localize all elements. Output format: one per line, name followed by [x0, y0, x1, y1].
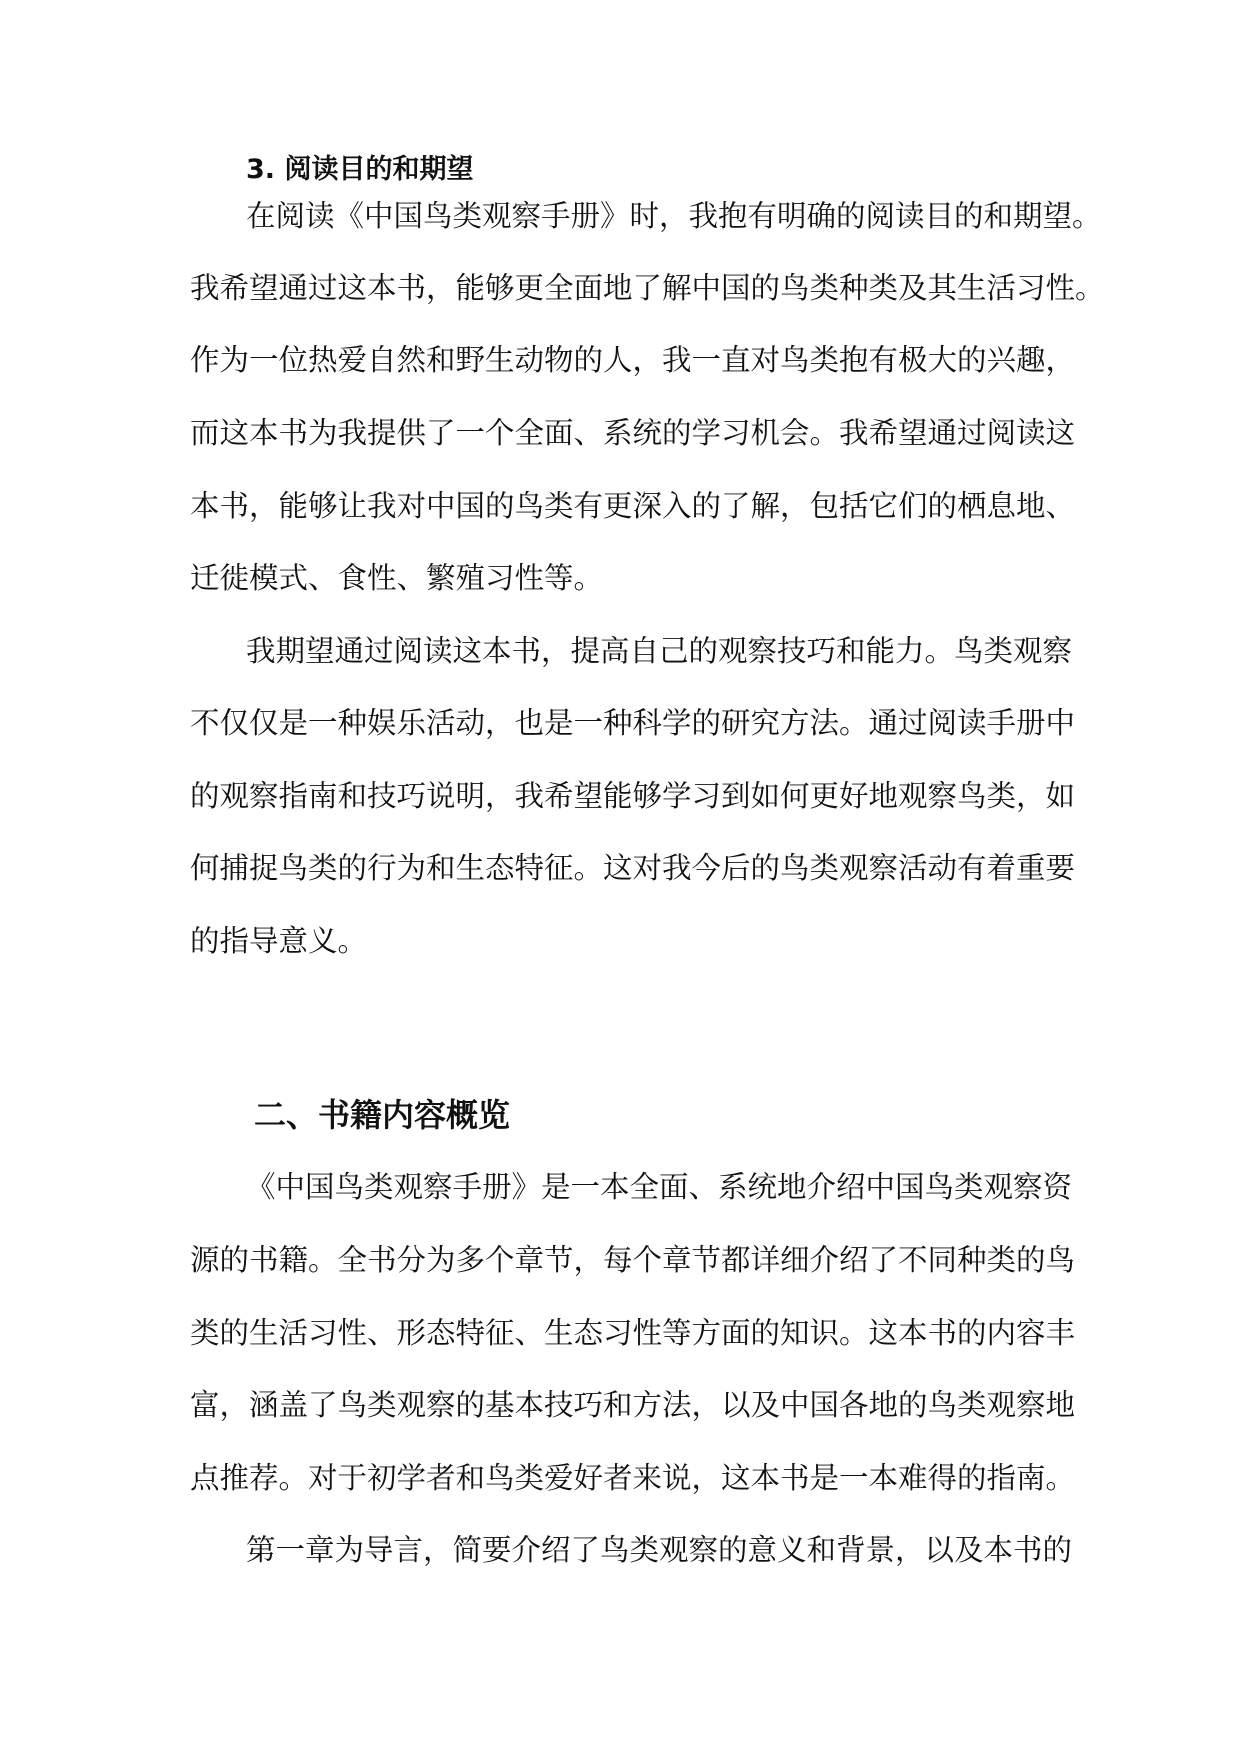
- paragraph-line: 的观察指南和技巧说明，我希望能够学习到如何更好地观察鸟类，如: [190, 779, 1076, 813]
- paragraph-line: 源的书籍。全书分为多个章节，每个章节都详细介绍了不同种类的鸟: [190, 1243, 1076, 1277]
- subsection-title: 阅读目的和期望: [284, 154, 474, 185]
- paragraph-line: 我期望通过阅读这本书，提高自己的观察技巧和能力。鸟类观察: [246, 634, 1073, 668]
- subsection-heading: [246, 152, 473, 188]
- paragraph-line: 我希望通过这本书，能够更全面地了解中国的鸟类种类及其生活习性。: [190, 271, 1105, 305]
- paragraph-line: 《中国鸟类观察手册》是一本全面、系统地介绍中国鸟类观察资: [246, 1170, 1073, 1204]
- subsection-number: 3.: [246, 154, 276, 185]
- paragraph-line: 本书，能够让我对中国的鸟类有更深入的了解，包括它们的栖息地、: [190, 489, 1076, 523]
- paragraph-line: 富，涵盖了鸟类观察的基本技巧和方法，以及中国各地的鸟类观察地: [190, 1388, 1076, 1422]
- paragraph-line: 而这本书为我提供了一个全面、系统的学习机会。我希望通过阅读这: [190, 416, 1076, 450]
- paragraph-line: 在阅读《中国鸟类观察手册》时，我抱有明确的阅读目的和期望。: [246, 199, 1102, 233]
- paragraph-line: 点推荐。对于初学者和鸟类爱好者来说，这本书是一本难得的指南。: [190, 1461, 1076, 1495]
- paragraph-line: 第一章为导言，简要介绍了鸟类观察的意义和背景，以及本书的: [246, 1533, 1073, 1567]
- paragraph-line: 类的生活习性、形态特征、生态习性等方面的知识。这本书的内容丰: [190, 1316, 1076, 1350]
- paragraph-line: 何捕捉鸟类的行为和生态特征。这对我今后的鸟类观察活动有着重要: [190, 851, 1076, 885]
- paragraph-line: 的指导意义。: [190, 924, 368, 958]
- section-heading: 二、书籍内容概览: [254, 1096, 511, 1134]
- paragraph-line: 不仅仅是一种娱乐活动，也是一种科学的研究方法。通过阅读手册中: [190, 706, 1076, 740]
- paragraph-line: 迁徙模式、食性、繁殖习性等。: [190, 561, 604, 595]
- paragraph-line: 作为一位热爱自然和野生动物的人，我一直对鸟类抱有极大的兴趣，: [190, 343, 1076, 377]
